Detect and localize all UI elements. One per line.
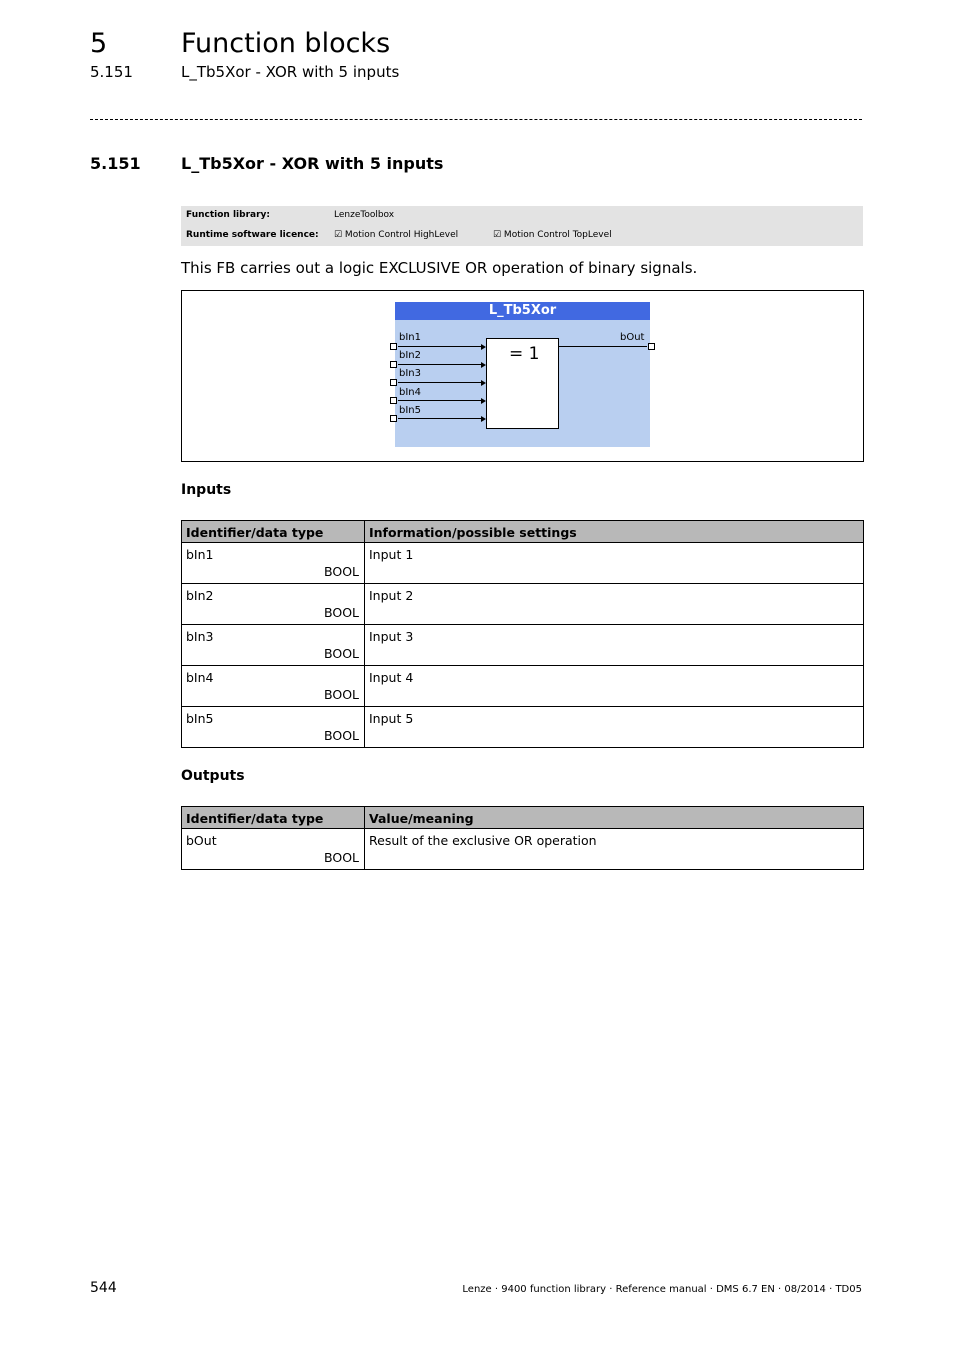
- header-divider: [90, 119, 862, 120]
- output-label: bOut: [620, 332, 645, 343]
- table-row: [182, 707, 864, 748]
- input-wire: [398, 400, 483, 401]
- table-header-row: [182, 807, 864, 829]
- inputs-heading: Inputs: [181, 482, 232, 498]
- identifier-cell: [182, 625, 365, 666]
- page-number: 544: [90, 1280, 117, 1296]
- library-label: Function library:: [186, 210, 270, 220]
- function-block: [395, 302, 650, 447]
- arrow-icon: [481, 398, 486, 404]
- info-text: Input 2: [369, 588, 414, 603]
- input-label: bIn5: [399, 405, 421, 416]
- section-number: 5.151: [90, 154, 141, 173]
- info-cell: [365, 543, 864, 584]
- library-info-box: [181, 206, 863, 246]
- identifier-cell: [182, 666, 365, 707]
- input-pin-icon: [390, 361, 397, 368]
- info-cell: [365, 829, 864, 870]
- table-row: [182, 666, 864, 707]
- column-header: Identifier/data type: [182, 521, 365, 543]
- function-block-figure: [181, 290, 864, 462]
- arrow-icon: [481, 344, 486, 350]
- xor-gate: [486, 338, 559, 429]
- info-cell: [365, 625, 864, 666]
- table-row: [182, 584, 864, 625]
- block-name: L_Tb5Xor: [395, 302, 650, 320]
- table-row: [182, 829, 864, 870]
- info-cell: [365, 584, 864, 625]
- arrow-icon: [481, 380, 486, 386]
- identifier-cell: [182, 707, 365, 748]
- info-text: Result of the exclusive OR operation: [369, 833, 597, 848]
- input-label: bIn2: [399, 350, 421, 361]
- identifier: bIn3: [186, 629, 214, 644]
- identifier: bIn1: [186, 547, 214, 562]
- data-type: BOOL: [324, 605, 359, 620]
- input-wire: [398, 364, 483, 365]
- input-label: bIn3: [399, 368, 421, 379]
- licence-label: Runtime software licence:: [186, 230, 319, 240]
- table-header-row: [182, 521, 864, 543]
- chapter-title: Function blocks: [181, 28, 391, 59]
- input-pin-icon: [390, 415, 397, 422]
- identifier-cell: [182, 543, 365, 584]
- licence-toplevel: ☑ Motion Control TopLevel: [493, 230, 612, 240]
- info-text: Input 4: [369, 670, 414, 685]
- info-text: Input 1: [369, 547, 414, 562]
- info-text: Input 3: [369, 629, 414, 644]
- input-wire: [398, 418, 483, 419]
- info-text: Input 5: [369, 711, 414, 726]
- licence-highlevel: ☑ Motion Control HighLevel: [334, 230, 459, 240]
- data-type: BOOL: [324, 728, 359, 743]
- info-cell: [365, 707, 864, 748]
- data-type: BOOL: [324, 646, 359, 661]
- outputs-heading: Outputs: [181, 768, 245, 784]
- chapter-number: 5: [90, 28, 108, 59]
- footer-text: Lenze · 9400 function library · Reference manual · DMS 6.7 EN · 08/2014 · TD05: [462, 1284, 862, 1295]
- table-row: [182, 543, 864, 584]
- info-cell: [365, 666, 864, 707]
- input-pin-icon: [390, 343, 397, 350]
- data-type: BOOL: [324, 687, 359, 702]
- column-header: Information/possible settings: [365, 521, 864, 543]
- input-wire: [398, 346, 483, 347]
- identifier-cell: [182, 829, 365, 870]
- gate-symbol: = 1: [509, 344, 540, 364]
- identifier: bIn4: [186, 670, 214, 685]
- table-row: [182, 625, 864, 666]
- arrow-icon: [481, 362, 486, 368]
- input-label: bIn4: [399, 387, 421, 398]
- input-wire: [398, 382, 483, 383]
- library-value: LenzeToolbox: [334, 210, 395, 220]
- inputs-table: [181, 520, 864, 748]
- input-pin-icon: [390, 397, 397, 404]
- input-label: bIn1: [399, 332, 421, 343]
- intro-text: This FB carries out a logic EXCLUSIVE OR operation of binary signals.: [181, 259, 698, 277]
- identifier: bIn5: [186, 711, 214, 726]
- column-header: Identifier/data type: [182, 807, 365, 829]
- outputs-table: [181, 806, 864, 870]
- subsection-title: L_Tb5Xor - XOR with 5 inputs: [181, 63, 400, 81]
- arrow-icon: [481, 416, 486, 422]
- subsection-number: 5.151: [90, 63, 133, 81]
- section-title: L_Tb5Xor - XOR with 5 inputs: [181, 154, 444, 173]
- identifier: bIn2: [186, 588, 214, 603]
- output-wire: [559, 346, 647, 347]
- data-type: BOOL: [324, 564, 359, 579]
- input-pin-icon: [390, 379, 397, 386]
- output-pin-icon: [648, 343, 655, 350]
- identifier-cell: [182, 584, 365, 625]
- data-type: BOOL: [324, 850, 359, 865]
- column-header: Value/meaning: [365, 807, 864, 829]
- identifier: bOut: [186, 833, 217, 848]
